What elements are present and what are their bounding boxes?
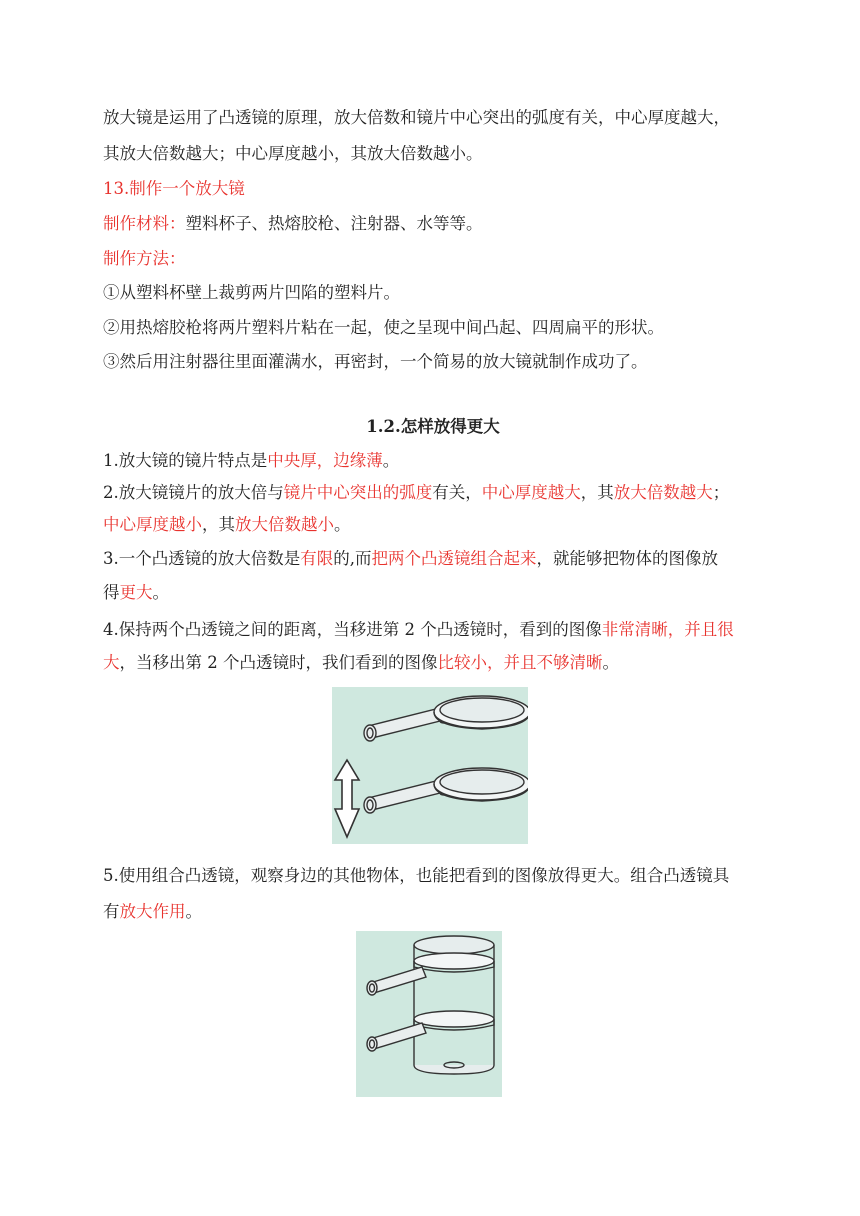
text-span: 有关，: [432, 483, 482, 502]
text-span: ；: [712, 483, 730, 502]
text-span: 。: [152, 583, 169, 602]
highlight-span: ，: [667, 620, 685, 639]
text-span: 。: [382, 451, 400, 470]
highlight-span: 大: [103, 653, 120, 672]
section-heading: 13.制作一个放大镜: [103, 179, 245, 198]
method-step-1: ①从塑料杯壁上裁剪两片凹陷的塑料片。: [103, 283, 400, 302]
highlight-span: 放大作用: [119, 902, 186, 921]
figure-two-magnifiers: [332, 687, 528, 844]
point-3-line-2: [103, 581, 169, 605]
materials-line: [103, 212, 483, 236]
method-label: 制作方法：: [103, 249, 186, 268]
text-span: 有: [103, 902, 120, 921]
highlight-span: 镜片中心突出的弧度: [283, 483, 433, 502]
text-span: ，就能够把物体的图像放: [536, 549, 718, 568]
figure-combined-lenses: [356, 931, 502, 1097]
text-span: 的,而: [333, 549, 372, 568]
method-step-3: ③然后用注射器往里面灌满水，再密封，一个简易的放大镜就制作成功了。: [103, 352, 648, 371]
highlight-span: ，: [487, 653, 504, 672]
point-4-line-2: [103, 651, 619, 675]
highlight-span: 把两个凸透镜组合起来: [371, 549, 537, 568]
highlight-span: 比较小: [437, 653, 487, 672]
lesson-title: 1.2.怎样放得更大: [366, 417, 500, 436]
method-step-2: ②用热熔胶枪将两片塑料片粘在一起，使之呈现中间凸起、四周扁平的形状。: [103, 318, 664, 337]
materials-label: 制作材料：: [103, 214, 186, 233]
highlight-span: 更大: [119, 583, 153, 602]
point-2-line-1: [103, 481, 729, 505]
text-span: 1.放大镜的镜片特点是: [103, 451, 268, 470]
point-5-line-2: [103, 900, 202, 924]
highlight-span: 并且不够清晰: [503, 653, 603, 672]
materials-text: 塑料杯子、热熔胶枪、注射器、水等等。: [185, 214, 483, 233]
highlight-span: 放大倍数越大: [613, 483, 713, 502]
intro-line-1: 放大镜是运用了凸透镜的原理，放大倍数和镜片中心突出的弧度有关，中心厚度越大，: [103, 108, 730, 127]
text-span: ，当移出第 2 个凸透镜时，我们看到的图像: [119, 653, 438, 672]
point-2-line-2: [103, 513, 351, 537]
magnifier-illustration: [332, 687, 528, 844]
point-3-line-1: [103, 547, 718, 571]
text-span: 。: [602, 653, 619, 672]
text-span: ，其: [580, 483, 614, 502]
text-span: 4.保持两个凸透镜之间的距离，当移进第 2 个凸透镜时，看到的图像: [103, 620, 602, 639]
highlight-span: 中心厚度越大: [481, 483, 581, 502]
combined-lens-illustration: [356, 931, 502, 1097]
text-span: 2.放大镜镜片的放大倍与: [103, 483, 284, 502]
text-span: ，其: [202, 515, 235, 534]
point-1: [103, 449, 399, 473]
text-span: 得: [103, 583, 120, 602]
highlight-span: 放大倍数越小: [235, 515, 334, 534]
highlight-span: 非常清晰: [601, 620, 668, 639]
text-span: 5.使用组合凸透镜，观察身边的其他物体，也能把看到的图像放得更大。组合凸透镜具: [103, 866, 730, 885]
highlight-span: 中心厚度越小: [103, 515, 202, 534]
text-span: 。: [334, 515, 351, 534]
point-4-line-1: [103, 618, 734, 642]
highlight-span: 中央厚，边缘薄: [267, 451, 383, 470]
text-span: 。: [185, 902, 202, 921]
point-5-line-1: [103, 864, 729, 888]
highlight-span: 并且很: [684, 620, 734, 639]
highlight-span: 有限: [300, 549, 334, 568]
intro-line-2: 其放大倍数越大；中心厚度越小，其放大倍数越小。: [103, 144, 483, 163]
text-span: 3.一个凸透镜的放大倍数是: [103, 549, 301, 568]
